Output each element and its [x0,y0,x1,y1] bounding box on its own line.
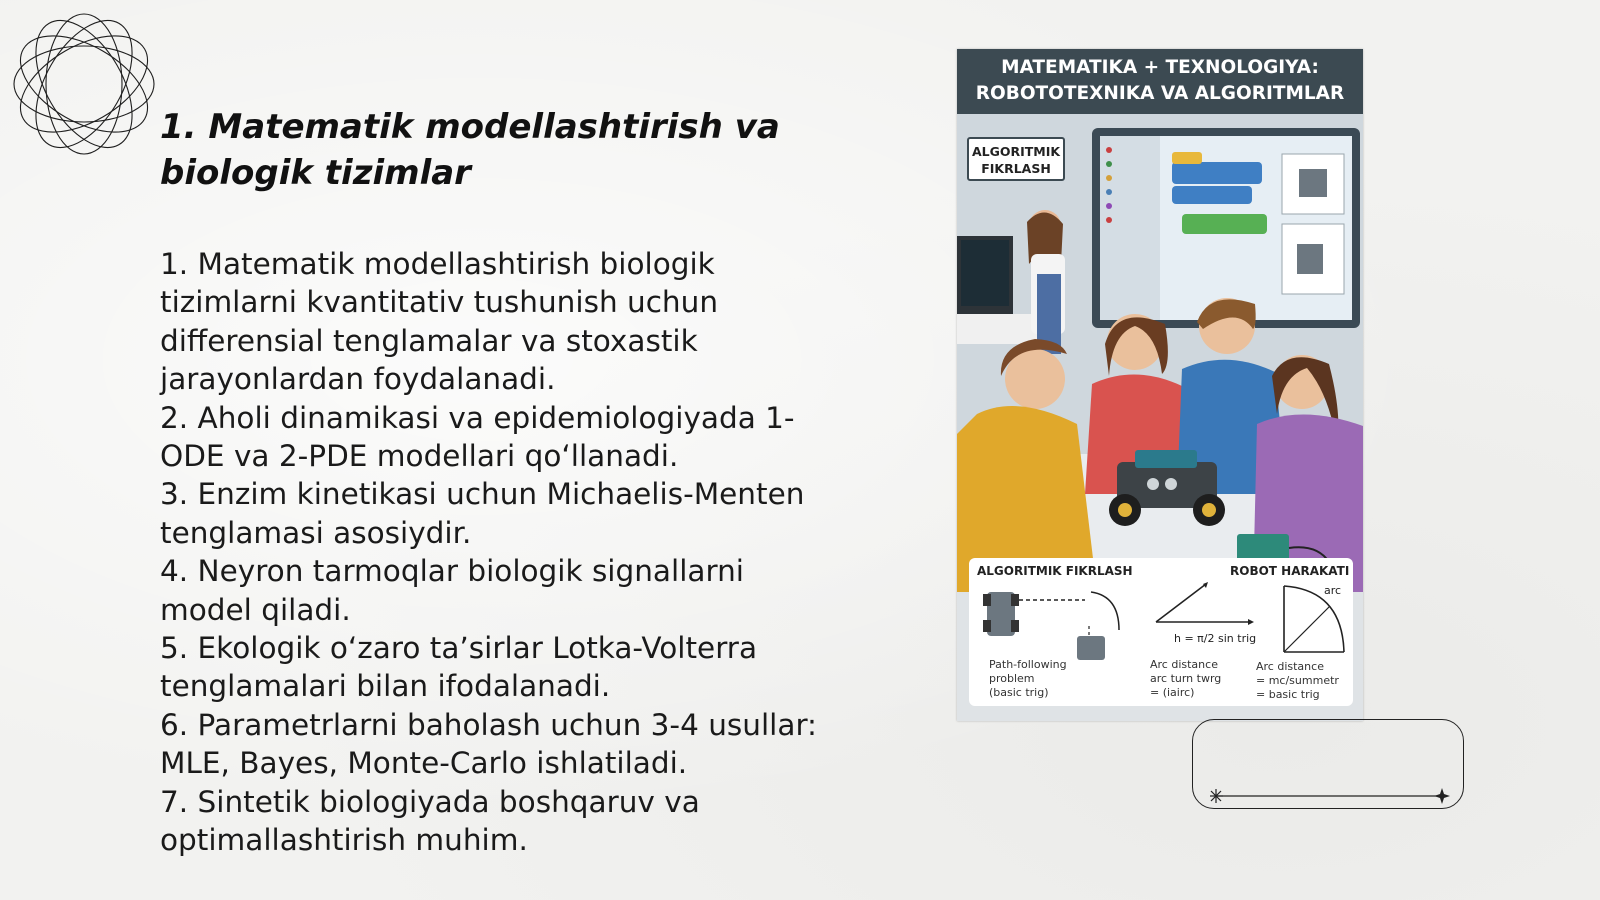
right-panel-caption-1 [1150,658,1221,700]
slide-title [160,104,860,196]
poster-header-line-2: ROBOTOTEXNIKA VA ALGORITMLAR [975,83,1345,104]
path-following-diagram [979,586,1149,666]
poster-badge-line-2: FIKRLASH [981,161,1051,176]
slide-title-line-1: 1. Matematik modellashtirish va [160,107,780,147]
left-caption-line: Path-following [989,658,1067,671]
classroom-scene-illustration [957,114,1363,592]
poster-left-panel [969,558,1159,706]
decorative-circles-icon [10,10,158,158]
body-line: tenglamalari bilan ifodalanadi. [160,669,611,704]
slide-title-line-2: biologik tizimlar [160,153,471,193]
body-line: ODE va 2-PDE modellari qo‘llanadi. [160,439,679,474]
body-line: 1. Matematik modellashtirish biologik [160,247,715,281]
right-caption-1-line: = (iairc) [1150,686,1195,699]
arc-label: arc [1324,584,1342,597]
poster-badge [967,137,1065,181]
left-panel-title: ALGORITMIK FIKRLASH [977,564,1133,578]
body-line: 7. Sintetik biologiyada boshqaruv va [160,784,700,819]
left-panel-caption [989,658,1067,700]
right-caption-2-line: Arc distance [1256,660,1324,673]
body-line: tizimlarni kvantitativ tushunish uchun [160,285,719,320]
trig-diagrams [1148,582,1348,658]
body-line: 6. Parametrlarni baholash uchun 3-4 usullar: [160,707,817,742]
decorative-star-line-icon [1210,788,1450,804]
body-line: MLE, Bayes, Monte-Carlo ishlatiladi. [160,746,688,781]
right-caption-2-line: = mc/summetr [1256,674,1339,687]
body-line: model qiladi. [160,592,351,627]
poster-header [957,49,1363,114]
body-line: 2. Aholi dinamikasi va epidemiologiyada 1- [160,400,795,435]
right-caption-1-line: Arc distance [1150,658,1218,671]
body-line: tenglamasi asosiydir. [160,515,472,550]
poster-right-panel [1138,558,1353,706]
body-line: 3. Enzim kinetikasi uchun Michaelis-Menten [160,477,805,512]
right-caption-1-line: arc turn twrg [1150,672,1222,685]
right-panel-caption-2 [1256,660,1339,702]
left-caption-line: problem [989,672,1035,685]
body-line: jarayonlardan foydalanadi. [160,362,556,397]
right-caption-2-line: = basic trig [1256,688,1320,701]
poster-header-line-1: MATEMATIKA + TEXNOLOGIYA: [1001,57,1319,78]
body-line: 5. Ekologik o‘zaro ta’sirlar Lotka-Volterra [160,631,758,666]
body-text [160,245,860,860]
body-line: optimallashtirish muhim. [160,823,528,858]
body-line: differensial tenglamalar va stoxastik [160,323,698,358]
left-caption-line: (basic trig) [989,686,1049,699]
poster-badge-line-1: ALGORITMIK [971,144,1061,159]
right-panel-title: ROBOT HARAKATI [1230,564,1350,578]
trig-formula: h = π/2 sin trig [1174,632,1257,645]
body-line: 4. Neyron tarmoqlar biologik signallarni [160,554,744,589]
